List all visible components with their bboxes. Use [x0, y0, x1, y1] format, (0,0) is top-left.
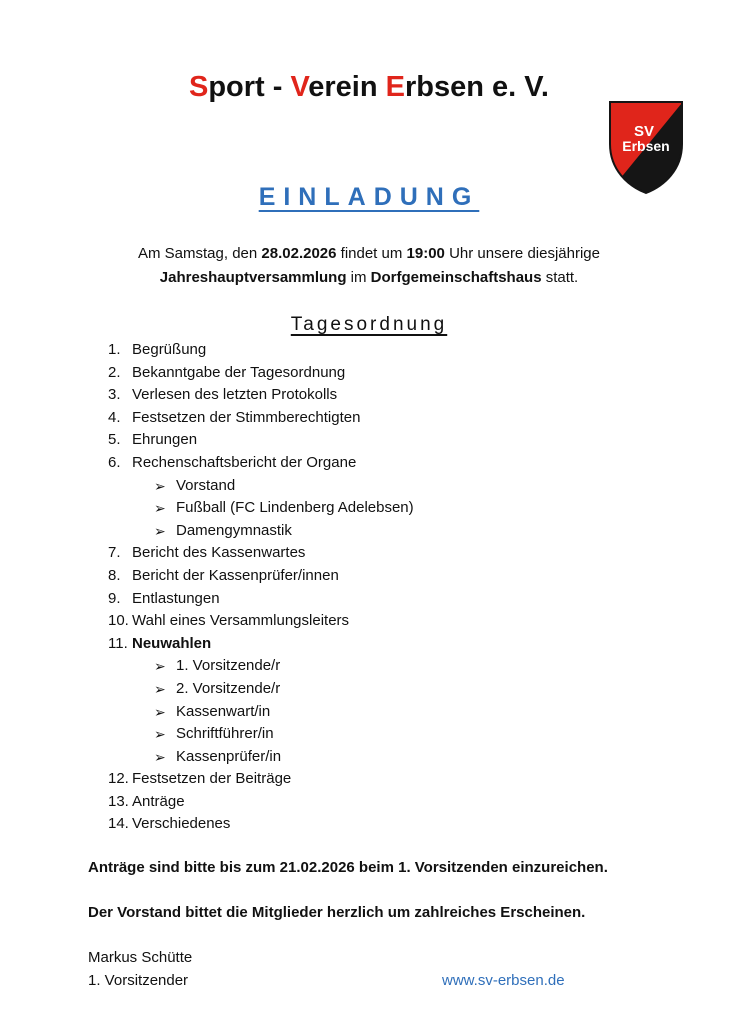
agenda-item [108, 429, 628, 452]
intro-text [0, 242, 738, 290]
agenda-text: Begrüßung [132, 341, 207, 358]
intro-line-2 [0, 266, 738, 290]
website-link[interactable]: www.sv-erbsen.de [442, 972, 565, 989]
agenda-number: 14. [108, 815, 129, 833]
title-part: V [290, 71, 309, 103]
agenda-subitem [108, 746, 628, 769]
title-part: rbsen e. V. [404, 71, 549, 103]
agenda-item [108, 362, 628, 385]
agenda-text: Ehrungen [132, 431, 198, 449]
arrow-bullet-icon: ➢ [154, 680, 166, 697]
agenda-text: Verschiedenes [132, 815, 231, 833]
arrow-bullet-icon: ➢ [154, 500, 166, 517]
meeting-venue: Dorfgemeinschaftshaus [370, 269, 542, 286]
agenda-subitem-text: Damengymnastik [176, 521, 292, 539]
agenda-item [108, 813, 628, 836]
agenda-item [108, 768, 628, 791]
intro-line-1 [0, 242, 738, 266]
agenda-text: Anträge [132, 792, 185, 810]
logo-text-erbsen: Erbsen [622, 138, 670, 154]
agenda-subitem-text: Vorstand [176, 476, 236, 494]
agenda-text: Wahl eines Versammlungsleiters [132, 612, 350, 630]
agenda-subitem-text: Schriftführer/in [176, 725, 274, 743]
intro-fragment: Uhr unsere diesjährige [444, 245, 600, 262]
invitation-heading: EINLADUNG [258, 183, 480, 211]
title-part: E [385, 71, 405, 103]
title-part: erein [308, 71, 386, 103]
agenda-item [108, 610, 628, 633]
agenda-subitem [108, 655, 628, 678]
agenda-text: Festsetzen der Stimmberechtigten [132, 408, 361, 426]
agenda-item [108, 588, 628, 611]
arrow-bullet-icon: ➢ [154, 748, 166, 765]
arrow-bullet-icon: ➢ [154, 703, 166, 720]
agenda-subitem [108, 701, 628, 724]
title-part: port - [208, 71, 291, 103]
agenda-item [108, 452, 628, 475]
title-part: S [189, 71, 209, 103]
agenda-text: Festsetzen der Beiträge [132, 770, 292, 788]
agenda-text: Verlesen des letzten Protokolls [132, 386, 338, 404]
agenda-subitem [108, 475, 628, 498]
agenda-text: Bericht der Kassenprüfer/innen [132, 566, 339, 584]
agenda-number: 3. [108, 386, 121, 404]
agenda-item [108, 565, 628, 588]
logo-text-sv: SV [633, 123, 655, 140]
meeting-event: Jahreshauptversammlung [159, 269, 347, 286]
agenda-item [108, 542, 628, 565]
agenda-number: 2. [108, 363, 121, 381]
proposal-deadline-notice: Anträge sind bitte bis zum 21.02.2026 beim 1. Vorsitzenden einzureichen. [88, 859, 608, 876]
attendance-request-notice: Der Vorstand bittet die Mitglieder herzlich um zahlreiches Erscheinen. [88, 904, 586, 921]
agenda-text: Rechenschaftsbericht der Organe [132, 453, 357, 471]
agenda-number: 5. [108, 431, 121, 449]
agenda-item [108, 339, 628, 362]
agenda-subitem-text: 1. Vorsitzende/r [176, 657, 281, 675]
agenda-text: Neuwahlen [132, 634, 212, 652]
meeting-date: 28.02.2026 [261, 245, 337, 262]
agenda-number: 11. [108, 634, 128, 652]
agenda-item [108, 633, 628, 656]
agenda-item [108, 407, 628, 430]
agenda-subitem [108, 723, 628, 746]
agenda-number: 6. [108, 453, 121, 471]
agenda-number: 12. [108, 770, 129, 788]
signature-role: 1. Vorsitzender [88, 972, 189, 989]
intro-fragment: statt. [541, 269, 579, 286]
agenda-subitem [108, 678, 628, 701]
arrow-bullet-icon: ➢ [154, 726, 166, 743]
agenda-number: 1. [108, 341, 121, 358]
arrow-bullet-icon: ➢ [154, 522, 166, 539]
intro-fragment: im [346, 269, 371, 286]
agenda-item [108, 384, 628, 407]
agenda-item [108, 791, 628, 814]
intro-fragment: findet um [336, 245, 407, 262]
signature-name: Markus Schütte [88, 949, 193, 966]
intro-fragment: Am Samstag, den [138, 245, 262, 262]
arrow-bullet-icon: ➢ [154, 658, 166, 675]
agenda-subitem [108, 520, 628, 543]
agenda-number: 8. [108, 566, 121, 584]
agenda-number: 9. [108, 589, 121, 607]
agenda-subitem-text: Kassenwart/in [176, 702, 271, 720]
meeting-time: 19:00 [406, 245, 445, 262]
agenda-text: Bekanntgabe der Tagesordnung [132, 363, 346, 381]
agenda-text: Entlastungen [132, 589, 220, 607]
agenda-subitem-text: 2. Vorsitzende/r [176, 679, 281, 697]
agenda-number: 7. [108, 544, 121, 562]
agenda-text: Bericht des Kassenwartes [132, 544, 306, 562]
agenda-number: 4. [108, 408, 121, 426]
agenda-heading: Tagesordnung [290, 314, 448, 335]
agenda-list [108, 339, 628, 836]
arrow-bullet-icon: ➢ [154, 477, 166, 494]
agenda-subitem [108, 497, 628, 520]
agenda-subitem-text: Fußball (FC Lindenberg Adelebsen) [176, 499, 414, 517]
agenda-number: 13. [108, 792, 129, 810]
agenda-subitem-text: Kassenprüfer/in [176, 747, 282, 765]
agenda-number: 10. [108, 612, 129, 630]
